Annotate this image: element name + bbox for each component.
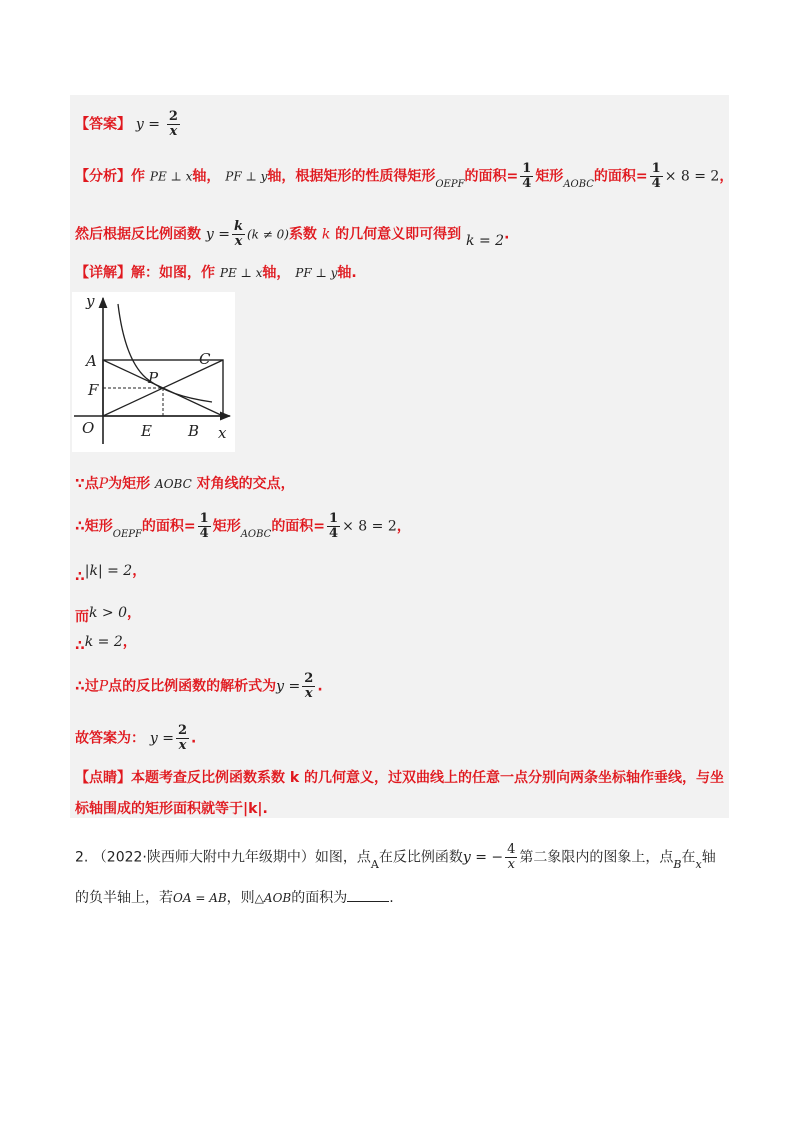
step-3 [75, 561, 147, 585]
math-aobc: AOBC [240, 528, 272, 540]
frac-den: 4 [329, 526, 339, 541]
step-text: . [191, 730, 197, 747]
math-y-eq: y = [276, 678, 301, 695]
math-k-cond: (k ≠ 0) [246, 227, 289, 242]
label-c: C [199, 350, 211, 368]
question-text: . [389, 890, 394, 906]
step-text: 故答案为： [75, 730, 145, 747]
label-p: P [148, 369, 159, 387]
math-pf-perp-y: PF ⊥ y [295, 266, 338, 280]
step-text: 的面积= [271, 518, 326, 535]
math-times8: × 8 = 2 [664, 168, 720, 185]
analysis-line-2 [75, 220, 509, 249]
math-a: A [370, 857, 379, 871]
step-text: 对角线的交点， [196, 476, 295, 492]
comment-line-2 [75, 799, 268, 819]
math-triangle-aob: △AOB [254, 891, 292, 905]
analysis-text: 轴， [192, 168, 221, 185]
math-aobc: AOBC [563, 178, 594, 190]
question-text: 2. （2022·陕西师大附中九年级期中）如图，点 [75, 849, 371, 866]
k-over-x-fraction [232, 220, 245, 249]
question-text: 在 [681, 849, 696, 866]
label-y: y [86, 292, 95, 310]
frac-num: 4 [507, 842, 516, 857]
frac-den: x [234, 234, 243, 249]
comment-text: . [262, 801, 268, 817]
math-pe-perp-x: PE ⊥ x [219, 266, 263, 280]
question-2-line-2 [75, 887, 394, 908]
math-k-gt-0: k > 0 [89, 605, 128, 621]
frac-num: 1 [522, 161, 532, 176]
step-2 [75, 512, 411, 541]
math-abs-k: |k| = 2 [84, 563, 133, 579]
math-oepf: OEPF [435, 178, 465, 190]
question-text: 在反比例函数 [378, 849, 463, 866]
four-over-x-fraction [505, 843, 517, 872]
step-text: 而 [75, 609, 89, 625]
math-times8: × 8 = 2 [342, 518, 397, 535]
step-text: 点的反比例函数的解析式为 [108, 678, 277, 695]
math-k-eq-2: k = 2 [84, 634, 123, 650]
two-over-x-fraction [176, 724, 189, 753]
math-k-eq-2: k = 2 [466, 232, 505, 249]
frac-den: x [178, 738, 187, 753]
two-over-x-fraction [302, 672, 315, 701]
detail-text: 轴. [337, 265, 357, 281]
step-text: 为矩形 [108, 476, 151, 492]
step-6 [75, 672, 323, 701]
math-b: B [673, 857, 682, 871]
figure-svg [72, 292, 235, 452]
analysis-text: ， [719, 168, 734, 185]
math-aobc: AOBC [155, 477, 192, 491]
detail-line [75, 263, 357, 283]
analysis-text: 的面积= [464, 168, 519, 185]
frac-num: 2 [177, 723, 188, 738]
frac-den: 4 [199, 526, 209, 541]
analysis-line-1 [75, 162, 733, 191]
step-text: ∴过 [75, 678, 99, 695]
step-5 [75, 632, 137, 652]
step-text: . [317, 678, 323, 695]
analysis-text: 作 [131, 168, 145, 185]
frac-num: k [233, 219, 243, 234]
answer-fraction [167, 110, 180, 139]
step-text: ， [132, 563, 147, 579]
math-p: P [98, 678, 109, 695]
analysis-text: 系数 [288, 226, 317, 243]
comment-label: 【点睛】 [75, 770, 131, 786]
frac-num: 2 [304, 671, 314, 686]
label-a: A [86, 352, 97, 370]
detail-text: 轴， [262, 265, 291, 281]
math-y-eq: y = [149, 730, 174, 747]
comment-line-1 [75, 768, 724, 788]
analysis-text: 轴，根据矩形的性质得矩形 [267, 168, 436, 185]
frac-den: x [507, 857, 515, 872]
answer-y-eq: y = [135, 116, 160, 133]
geometry-figure [72, 292, 235, 452]
step-text: 矩形 [212, 518, 241, 535]
analysis-text: 的面积= [593, 168, 648, 185]
step-7 [75, 724, 196, 753]
step-text: ∵点 [75, 476, 99, 492]
label-f: F [88, 381, 99, 399]
label-b: B [188, 422, 200, 440]
math-p: P [98, 476, 109, 492]
step-text: ， [122, 634, 137, 650]
step-text: ∴ [75, 569, 85, 585]
step-1 [75, 474, 295, 494]
frac-num: 1 [199, 511, 209, 526]
math-x: x [695, 857, 702, 871]
detail-label: 【详解】 [75, 265, 131, 281]
label-x: x [218, 424, 227, 442]
quarter-fraction [198, 512, 211, 541]
math-pe-perp-x: PE ⊥ x [149, 169, 193, 184]
answer-frac-num: 2 [168, 109, 178, 124]
analysis-text: 的几何意义即可得到 [335, 226, 462, 243]
detail-text: 解：如图，作 [131, 265, 215, 281]
label-o: O [82, 419, 95, 437]
answer-frac-den: x [169, 124, 178, 139]
question-2-line-1 [75, 843, 716, 872]
question-text: 第二象限内的图象上，点 [519, 849, 674, 866]
comment-text: 标轴围成的矩形面积就等于 [75, 801, 243, 817]
math-y-eq: y = [205, 226, 230, 243]
frac-num: 1 [329, 511, 339, 526]
step-text: ， [396, 518, 411, 535]
step-text: 的面积= [141, 518, 196, 535]
math-oepf: OEPF [112, 528, 142, 540]
step-text: ∴矩形 [75, 518, 113, 535]
step-text: ∴ [75, 638, 85, 654]
question-text: 的面积为 [291, 890, 348, 906]
step-4 [75, 603, 141, 623]
analysis-label: 【分析】 [75, 168, 131, 185]
math-abs-k: |k| [243, 801, 263, 817]
quarter-fraction [520, 162, 533, 191]
quarter-fraction [327, 512, 340, 541]
comment-text: 本题考查反比例函数系数 k 的几何意义，过双曲线上的任意一点分别向两条坐标轴作垂线，与坐 [131, 770, 725, 786]
math-pf-perp-y: PF ⊥ y [225, 169, 268, 184]
frac-den: 4 [651, 176, 661, 191]
analysis-text: 然后根据反比例函数 [75, 226, 201, 243]
analysis-text: . [504, 226, 510, 243]
question-text: ，则 [226, 890, 255, 906]
label-e: E [141, 422, 152, 440]
step-text: ， [127, 605, 142, 621]
answer-label: 【答案】 [75, 116, 131, 133]
answer-section [70, 95, 729, 818]
math-y-eq: y = − [462, 849, 504, 866]
question-text: 轴 [701, 849, 716, 866]
frac-den: 4 [522, 176, 532, 191]
question-text: 的负半轴上，若 [75, 890, 173, 906]
answer-line [75, 110, 182, 139]
math-k: k [321, 226, 331, 243]
answer-blank[interactable] [347, 887, 389, 902]
quarter-fraction [650, 162, 663, 191]
frac-num: 1 [651, 161, 661, 176]
analysis-text: 矩形 [535, 168, 564, 185]
frac-den: x [304, 686, 313, 701]
math-oa-eq-ab: OA = AB [173, 891, 227, 905]
